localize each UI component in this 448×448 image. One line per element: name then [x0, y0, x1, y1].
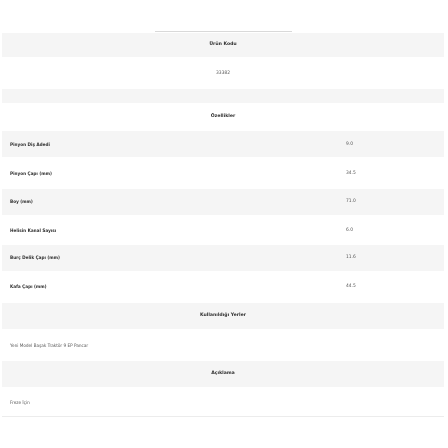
product-code-value: 33382	[216, 71, 230, 76]
usage-header-row	[2, 303, 444, 329]
top-divider	[155, 31, 292, 32]
spec-row	[2, 245, 444, 271]
description-row	[2, 390, 444, 416]
spacer-row	[2, 89, 444, 103]
description-header: Açıklama	[211, 371, 235, 376]
spec-value: 6.0	[346, 228, 353, 233]
spec-label: Boy (mm)	[10, 199, 33, 204]
spec-row	[2, 160, 444, 186]
spec-label: Kafa Çapı (mm)	[10, 284, 47, 289]
product-code-value-row	[2, 62, 444, 86]
spec-value: 44.5	[346, 284, 356, 289]
usage-text: Yeni Model Başak Traktör 9 EP Pancar	[10, 343, 89, 348]
spec-row	[2, 274, 444, 300]
spec-label: Pinyon Diş Adedi	[10, 142, 50, 147]
spec-row	[2, 131, 444, 157]
spec-value: 71.0	[346, 199, 356, 204]
spec-value: 9.0	[346, 142, 353, 147]
spec-label: Pinyon Çapı (mm)	[10, 171, 52, 176]
spec-row	[2, 189, 444, 215]
specs-header-row	[2, 106, 444, 128]
bottom-divider	[2, 416, 444, 417]
spec-label: Burç Delik Çapı (mm)	[10, 255, 60, 260]
usage-header: Kullanıldığı Yerler	[200, 313, 246, 318]
product-code-header: Ürün Kodu	[209, 42, 237, 47]
spec-value: 34.5	[346, 171, 356, 176]
description-header-row	[2, 361, 444, 387]
spec-value: 11.6	[346, 255, 356, 260]
description-text: Freze İçin	[10, 400, 30, 405]
usage-row	[2, 332, 444, 358]
product-code-header-row	[2, 33, 444, 57]
spec-row	[2, 218, 444, 244]
spec-label: Helisin Kanal Sayısı	[10, 228, 57, 233]
specs-header: Özellikler	[210, 114, 236, 119]
